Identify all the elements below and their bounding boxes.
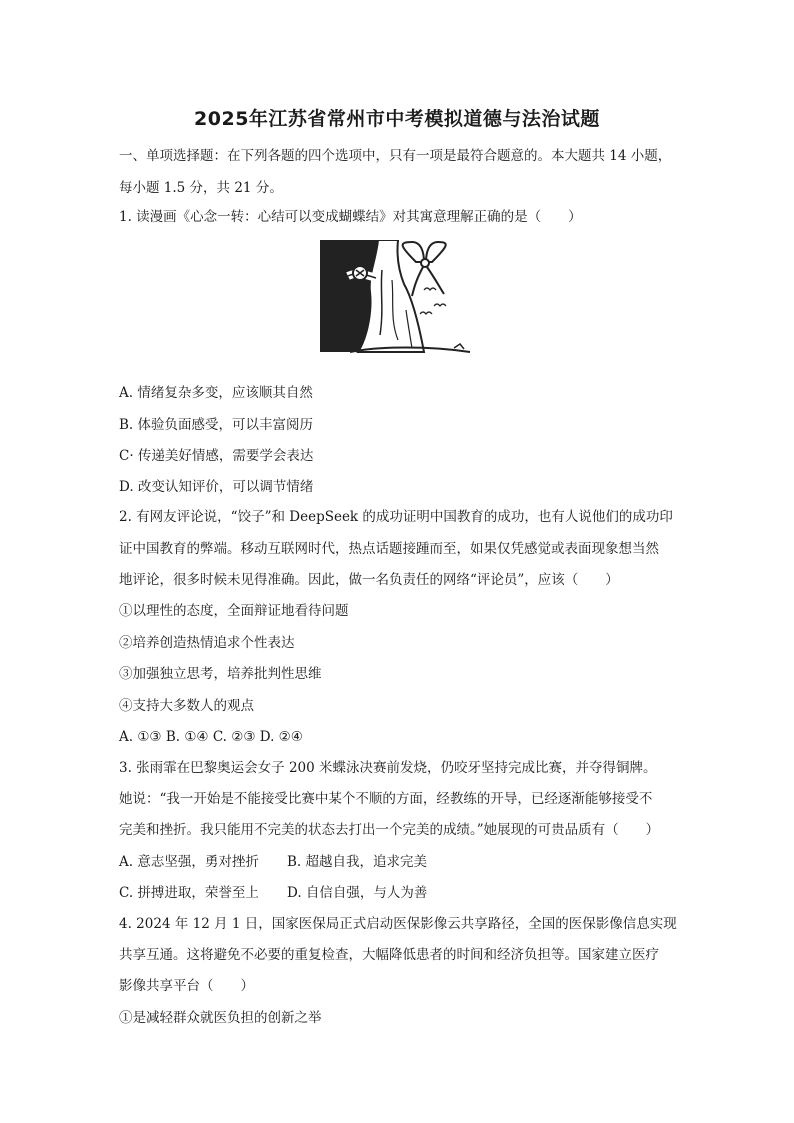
q3-stem-line-1: 3. 张雨霏在巴黎奥运会女子 200 米蝶泳决赛前发烧，仍咬牙坚持完成比赛，并夺得铜牌。 [119,760,657,776]
q2-item-1: ①以理性的态度，全面辩证地看待问题 [119,603,349,619]
q2-item-2: ②培养创造热情追求个性表达 [119,635,295,651]
q2-stem-line-2: 证中国教育的弊端。移动互联网时代，热点话题接踵而至，如果仅凭感觉或表面现象想当然 [119,541,659,557]
q2-stem-line-3: 地评论，很多时候未见得准确。因此，做一名负责任的网络“评论员”，应该（ ） [119,572,619,588]
q3-option-d: D. 自信自强，与人为善 [287,885,428,901]
q2-item-3: ③加强独立思考，培养批判性思维 [119,666,322,682]
q1-option-d: D. 改变认知评价，可以调节情绪 [119,479,314,495]
section-intro-line-1: 一、单项选择题：在下列各题的四个选项中，只有一项是最符合题意的。本大题共 14 小题， [119,148,672,164]
q4-stem-line-2: 共享互通。这将避免不必要的重复检查，大幅降低患者的时间和经济负担等。国家建立医疗 [119,947,659,963]
q4-stem-line-1: 4. 2024 年 12 月 1 日，国家医保局正式启动医保影像云共享路径，全国的医保影像信息实现 [119,916,677,932]
page-title: 2025年江苏省常州市中考模拟道德与法治试题 [194,108,600,130]
q3-options-row-1 [119,853,689,871]
q4-stem-line-3: 影像共享平台（ ） [119,978,254,994]
q1-option-a: A. 情绪复杂多变，应该顺其自然 [119,385,313,401]
q3-option-a: A. 意志坚强，勇对挫折 [119,854,259,870]
q2-choices: A. ①③ B. ①④ C. ②③ D. ②④ [119,729,303,745]
q3-stem-line-3: 完美和挫折。我只能用不完美的状态去打出一个完美的成绩。”她展现的可贵品质有（ ） [119,822,660,838]
q1-stem: 1. 读漫画《心念一转：心结可以变成蝴蝶结》对其寓意理解正确的是（ ） [119,209,582,225]
q3-option-c: C. 拼搏进取，荣誉至上 [119,885,259,901]
cartoon-tree-bow-illustration [320,240,474,364]
q3-options-row-2 [119,884,689,902]
q2-item-4: ④支持大多数人的观点 [119,698,254,714]
q4-item-1: ①是减轻群众就医负担的创新之举 [119,1010,322,1026]
q1-option-c: C· 传递美好情感，需要学会表达 [119,448,314,464]
section-intro-line-2: 每小题 1.5 分，共 21 分。 [119,180,283,196]
q2-stem-line-1: 2. 有网友评论说，“饺子”和 DeepSeek 的成功证明中国教育的成功，也有人说他们的成功印 [119,509,673,525]
q1-option-b: B. 体验负面感受，可以丰富阅历 [119,417,314,433]
q3-stem-line-2: 她说：“我一开始是不能接受比赛中某个不顺的方面，经教练的开导，已经逐渐能够接受不 [119,791,653,807]
q3-option-b: B. 超越自我，追求完美 [287,854,428,870]
